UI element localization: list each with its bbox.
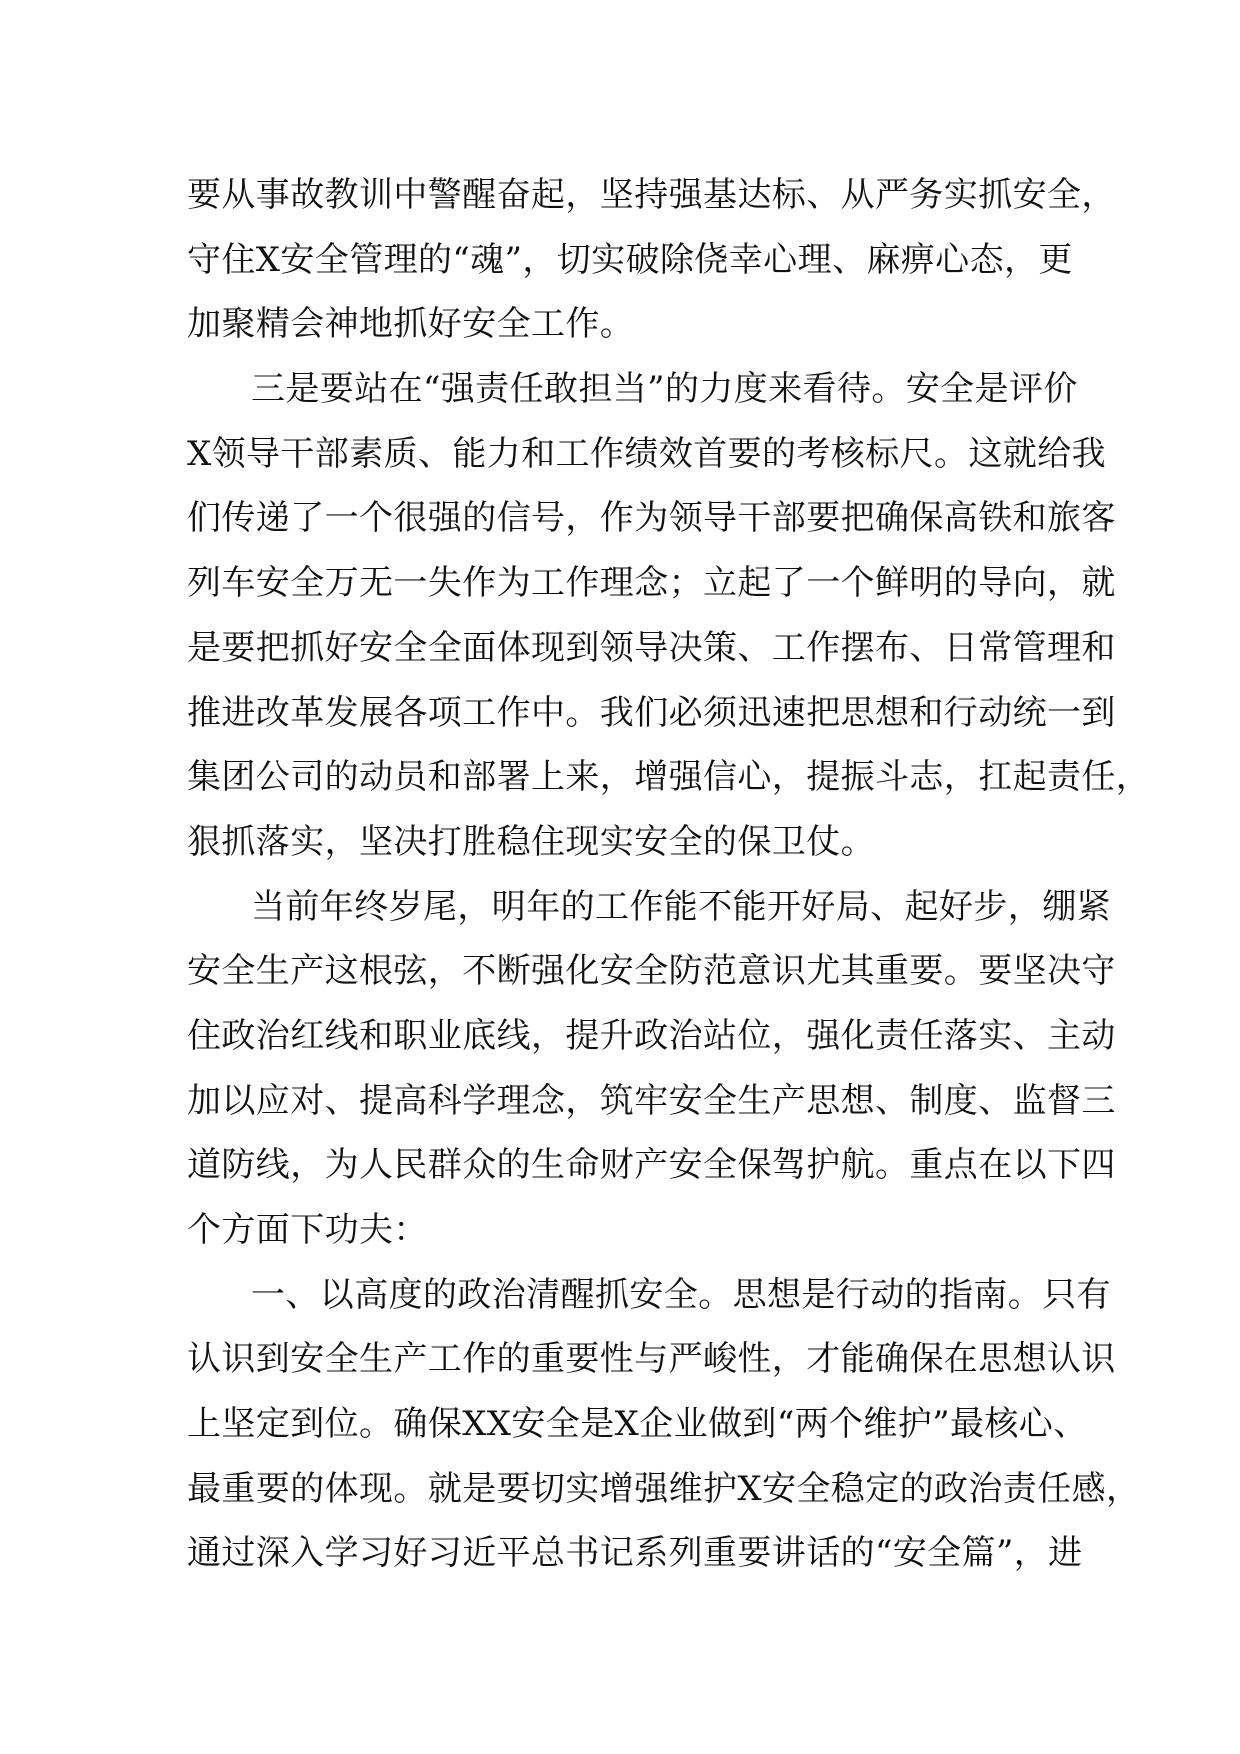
paragraph-start-line: 当前年终岁尾，明年的工作能不能开好局、起好步，绷紧 <box>251 886 1111 927</box>
text-line: 个方面下功夫： <box>187 1210 428 1250</box>
text-line: 列车安全万无一失作为工作理念；立起了一个鲜明的导向，就 <box>187 563 1116 604</box>
text-line: 上坚定到位。确保XX安全是X企业做到“两个维护”最核心、 <box>187 1404 1088 1445</box>
text-line: 要从事故教训中警醒奋起，坚持强基达标、从严务实抓安全， <box>187 175 1116 215</box>
text-line: 通过深入学习好习近平总书记系列重要讲话的“安全篇”，进 <box>187 1533 1083 1574</box>
body-text <box>187 163 1151 1586</box>
text-line: 住政治红线和职业底线，提升政治站位，强化责任落实、主动 <box>187 1015 1116 1056</box>
text-line: 最重要的体现。就是要切实增强维护X安全稳定的政治责任感， <box>187 1468 1141 1509</box>
paragraph-start-line: 一、以高度的政治清醒抓安全。思想是行动的指南。只有 <box>251 1274 1111 1315</box>
text-line: 集团公司的动员和部署上来，增强信心，提振斗志，扛起责任， <box>187 757 1151 798</box>
text-line: 道防线，为人民群众的生命财产安全保驾护航。重点在以下四 <box>187 1145 1116 1186</box>
text-line: 加以应对、提高科学理念，筑牢安全生产思想、制度、监督三 <box>187 1080 1116 1121</box>
paragraph-start-line: 三是要站在“强责任敢担当”的力度来看待。安全是评价 <box>251 369 1078 410</box>
text-line: X领导干部素质、能力和工作绩效首要的考核标尺。这就给我 <box>187 433 1107 474</box>
text-line: 守住X安全管理的“魂”，切实破除侥幸心理、麻痹心态，更 <box>187 239 1073 280</box>
text-line: 狠抓落实，坚决打胜稳住现实安全的保卫仗。 <box>187 821 875 862</box>
text-line: 们传递了一个很强的信号，作为领导干部要把确保高铁和旅客 <box>187 498 1116 539</box>
text-line: 是要把抓好安全全面体现到领导决策、工作摆布、日常管理和 <box>187 627 1116 668</box>
text-line: 推进改革发展各项工作中。我们必须迅速把思想和行动统一到 <box>187 692 1116 733</box>
text-line: 加聚精会神地抓好安全工作。 <box>187 304 635 345</box>
text-line: 安全生产这根弦，不断强化安全防范意识尤其重要。要坚决守 <box>187 951 1116 992</box>
text-line: 认识到安全生产工作的重要性与严峻性，才能确保在思想认识 <box>187 1339 1116 1380</box>
